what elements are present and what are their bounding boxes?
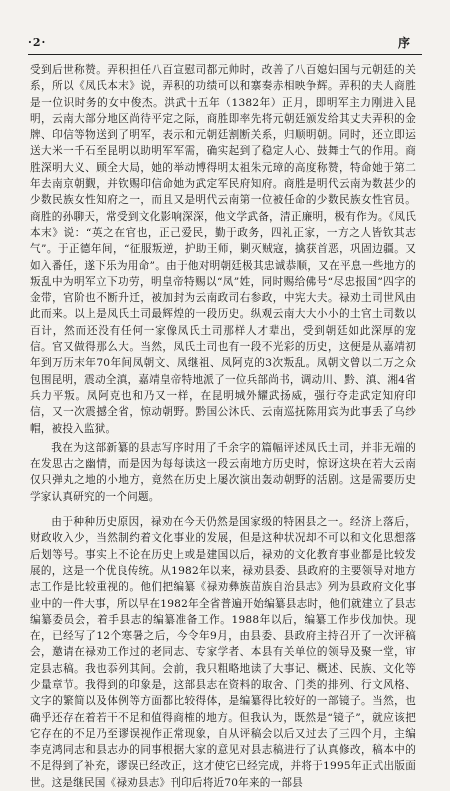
paragraph-2: 我在为这部新纂的县志写序时用了千余字的篇幅评述凤氏土司，并非无端的在发思古之幽情，而是因为每每读这一段云南地方历史时，惊讶这块在若大云南仅只弹丸之地的小地方，竟然在历史上屡次演出轰动朝野的活剧。这是需要历史学家认真研究的一个问题。 bbox=[30, 441, 416, 503]
body-text bbox=[30, 62, 416, 789]
paragraph-1: 受到后世称赞。弄积担任八百宣慰司都元帅时，改善了八百媳妇国与元朝廷的关系，所以《凤氏本末》说，弄积的功绩可以和寨奏赤相映争辉。弄积的夫人商胜是一位识时务的女中俊杰。洪武十五年（1382年）正月，即明军主力刚进入昆明，云南大部分地区尚待平定之际，商胜即率先将元朝廷颁发给其丈夫弄积的金牌、印信等物送到了明军，表示和元朝廷割断关系，归顺明朝。同时，还立即运送大米一千石至昆明以助明军军需，确实起到了稳定人心、鼓舞士气的作用。商胜深明大义、顾全大局，她的举动博得明太祖朱元璋的高度称赞，特命她于第二年去南京朝觐，并钦赐印信命她为武定军民府知府。商胜是明代云南为数甚少的少数民族女性知府之一，而且又是明代云南第一位被任命的少数民族女性官员。商胜的孙聊天，常受到文化影响深深，他文学武备，清正廉明，极有作为。《凤氏本末》说：“英之在官也，正己爱民，勤于政务，四礼正家，一方之人皆钦其志气”。于正德年间，“征服叛逆，护助王师，剿灭贼寇，擒获首恶，巩固边疆。又如入番任，遂下乐为用命”。由于他对明朝廷极其忠诚恭顺，又在平息一些地方的叛乱中为明军立下功劳，明皇帝特赐以“凤”姓，同时赐给佛号“尽忠报国”四字的金带，官阶也不断升迁，被加封为云南政司右参政，中宪大夫。禄劝土司世风由此而来。以上是凤氏土司最辉煌的一段历史。纵观云南大大小小的土官土司数以百计，然而还没有任何一家像凤氏土司那样人才辈出，受到朝廷如此深厚的宠信。官又做得那么大。当然，凤氏土司也有一段不光彩的历史，这便是从嘉靖初年到万历末年70年间凤朝文、凤继祖、凤阿克的3次叛乱。凤朝文曾以二万之众包围昆明，震动全滇，嘉靖皇帝特地派了一位兵部尚书，调动川、黔、滇、湘4省兵力平叛。凤阿克也和乃又一样，在昆明城外耀武扬威，强行夺走武定知府印信，又一次震撼全省，惊动朝野。黔国公沐氏、云南巡抚陈用宾为此事丢了乌纱帽，被投入监狱。 bbox=[30, 64, 416, 435]
running-title: 序 bbox=[397, 36, 410, 50]
header-rule bbox=[28, 54, 422, 55]
page-number: ·2· bbox=[28, 36, 47, 49]
paragraph-3: 由于种种历史原因，禄劝在今天仍然是国家级的特困县之一。经济上落后，财政收入少，当然制约着文化事业的发展，但是这种状况却不可以和文化思想落后划等号。事实上不论在历史上或是建国以后，禄劝的文化教育事业都是比较发展的，这是一个优良传统。从1982年以来，禄劝县委、县政府的主要领导对地方志工作是比较重视的。他们把编纂《禄劝彝族苗族自治县志》列为县政府文化事业中的一件大事，所以早在1982年全省普遍开始编纂县志时，他们就建立了县志编纂委员会，着手县志的编纂准备工作。1988年以后，编纂工作步伐加快。现在，已经写了12个寒暑之后，今令年9月，由县委、县政府主持召开了一次评稿会，邀请在禄劝工作过的老同志、专家学者、本县有关单位的领导及聚一堂，审定县志稿。我也忝列其间。会前，我只粗略地读了大事记、概述、民族、文化等少量章节。我得到的印象是，这部县志在资料的取舍、门类的排列、行文风格、文字的繁简以及体例等方面都比较得体，是编纂得比较好的一部镜子。当然，也确乎还存在着若干不足和值得商榷的地方。但我认为，既然是“镜子”，就应该把它存在的不足乃至谬误视作正常现象，自从评稿会以后又过去了三四个月，主编李克鸿同志和县志办的同事根据大家的意见对县志稿进行了认真修改，稿本中的不足得到了补充，谬误已经改正，这才使它已经完成，并将于1995年正式出版面世。这是继民国《禄劝县志》刊印后将近70年来的一部县 bbox=[30, 516, 416, 789]
